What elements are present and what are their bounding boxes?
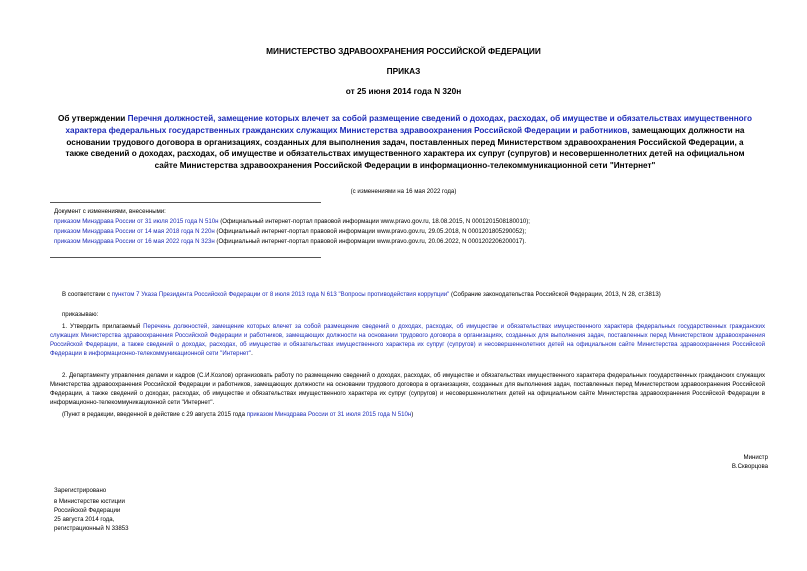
change-text: (Официальный интернет-портал правовой информации www.pravo.gov.ru, 18.08.2015, N 0001201508180010); — [218, 218, 530, 225]
change-link[interactable]: приказом Минздрава России от 14 мая 2018 года N 220н — [54, 228, 215, 235]
changes-top-divider — [50, 202, 321, 203]
registration-block — [54, 486, 129, 533]
basis-link[interactable]: пунктом 7 Указа Президента Российской Федерации от 8 июля 2013 года N 613 "Вопросы противодействия коррупции" — [111, 291, 450, 298]
registration-line: Зарегистрировано — [54, 487, 107, 494]
item-1 — [50, 322, 765, 358]
item1-suffix: . — [251, 350, 253, 357]
changes-heading: Документ с изменениями, внесенными: — [54, 208, 166, 215]
basis-paragraph — [62, 290, 782, 299]
changes-bottom-divider — [50, 257, 321, 258]
doc-type: ПРИКАЗ — [386, 66, 421, 76]
change-item — [54, 227, 754, 236]
change-item — [54, 217, 754, 226]
change-link[interactable]: приказом Минздрава России от 31 июля 2015 года N 510н — [54, 218, 219, 225]
change-text: (Официальный интернет-портал правовой информации www.pravo.gov.ru, 29.05.2018, N 0001201805290052); — [214, 228, 527, 235]
title-link[interactable]: Перечня должностей, замещение которых влечет за собой размещение сведений о доходах, расходах, об имуществе и обязательствах имущественного характера федеральных государственных гражданских служащих Министерства здравоохранения Российской Федерации и работников, — [65, 114, 752, 135]
registration-line: 25 августа 2014 года, — [54, 516, 115, 523]
document-title — [55, 113, 755, 172]
item-2: 2. Департаменту управления делами и кадров (С.И.Козлов) организовать работу по размещению сведений о доходах, расходах, об имуществе и обязательствах имущественного характера федеральных государственных гражданских служащих Министерства здравоохранения Российской Федерации и работников, замещающих должности на основании трудового договора в организациях, созданных для выполнения задач, поставленных перед Министерством здравоохранения Российской Федерации, а также сведений о доходах, расходах, об имуществе и обязательствах имущественного характера их супруг (супругов) и несовершеннолетних детей на официальном сайте Министерства здравоохранения Российской Федерации в информационно-телекоммуникационной сети "Интернет". — [50, 372, 765, 406]
item2-note — [62, 410, 762, 419]
basis-suffix: (Собрание законодательства Российской Федерации, 2013, N 28, ст.3813) — [449, 291, 661, 298]
item1-link[interactable]: Перечень должностей, замещение которых влечет за собой размещение сведений о доходах, расходах, об имуществе и обязательствах имущественного характера федеральных государственных гражданских служащих Министерства здравоохранения Российской Федерации и работников, замещающих должности на основании трудового договора в организациях, созданных для выполнения задач, поставленных перед Министерством здравоохранения Российской Федерации, а также сведений о доходах, расходах, об имуществе и обязательствах имущественного характера их супруг (супругов) и несовершеннолетних детей на официальном сайте Министерства здравоохранения Российской Федерации в информационно-телекоммуникационной сети "Интернет" — [50, 323, 766, 357]
signature-position: Министр — [743, 454, 768, 461]
change-text: (Официальный интернет-портал правовой информации www.pravo.gov.ru, 20.06.2022, N 0001202206200017). — [214, 238, 527, 245]
item2-note-suffix: ) — [411, 411, 414, 418]
change-item — [54, 237, 754, 246]
registration-line: регистрационный N 33853 — [54, 525, 129, 532]
item2-note-link[interactable]: приказом Минздрава России от 31 июля 2015 года N 510н — [246, 411, 412, 418]
changes-block — [54, 207, 754, 246]
date-number: от 25 июня 2014 года N 320н — [345, 86, 462, 96]
registration-line: Российской Федерации — [54, 507, 121, 514]
title-prefix: Об утверждении — [58, 114, 128, 123]
basis-prefix: В соответствии с — [62, 291, 112, 298]
order-word: приказываю: — [62, 311, 99, 318]
title-rest: замещающих должности на основании трудового договора в организациях, созданных для выполнения задач, поставленных перед Министерством здравоохранения Российской Федерации, а также сведений о доходах, расходах, об имуществе и обязательствах имущественного характера их супруг (супругов) и несовершеннолетних детей на официальном сайте Министерства здравоохранения Российской Федерации в информационно-телекоммуникационной сети "Интернет" — [65, 125, 745, 171]
item2-note-prefix: (Пункт в редакции, введенной в действие с 29 августа 2015 года — [62, 411, 247, 418]
signature-name: В.Скворцова — [731, 463, 768, 470]
revision-note: (с изменениями на 16 мая 2022 года) — [350, 188, 457, 195]
change-link[interactable]: приказом Минздрава России от 16 мая 2022 года N 323н — [54, 238, 215, 245]
ministry-title: МИНИСТЕРСТВО ЗДРАВООХРАНЕНИЯ РОССИЙСКОЙ ФЕДЕРАЦИИ — [266, 46, 541, 56]
registration-line: в Министерстве юстиции — [54, 498, 125, 505]
item1-prefix: 1. Утвердить прилагаемый — [62, 323, 144, 330]
